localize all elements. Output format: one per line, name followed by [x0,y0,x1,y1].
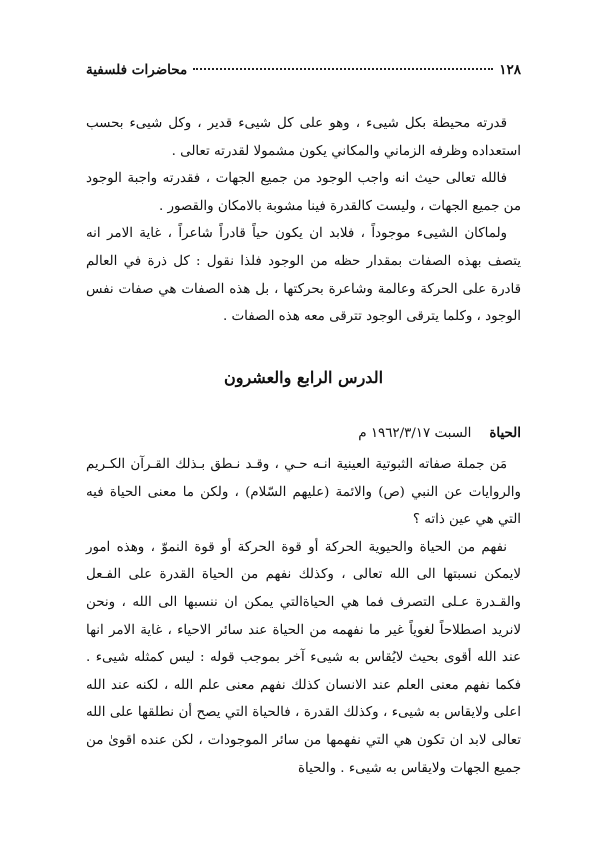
section-subhead [86,425,521,447]
book-title: محاضرات فلسفية [86,62,188,78]
bottom-text-block [86,451,521,782]
page-number: ١٢٨ [499,62,521,78]
running-header [86,62,521,86]
leader-dots [193,68,493,70]
section-topic: الحياة [489,425,521,441]
paragraph: مَن جملة صفاته الثبوتية العينية انـه حـي ، وقـد نـطق بـذلك القـرآن الكـريم والروايات عن النبي (ص) والائمة (عليهم السّلام) ، ولكن ما معنى الحياة فيه التي هي عين ذاته ؟ [86,457,521,528]
lesson-title: الدرس الرابع والعشرون [223,368,384,387]
paragraph: نفهم من الحياة والحيوية الحركة أو قوة الحركة أو قوة النموّ ، وهذه امور لايمكن نسبتها الى الله تعالى ، وكذلك نفهم من الحياة القدرة على الفـعل والقـدرة عـلى التصرف فما هي الحياةالتي يمكن ان ننسبها الى الله ، ونحن لانريد اصطلاحاً لغوياً غير ما نفهمه من الحياة عند سائر الاحياء ، غاية الامر انها عند الله أقوى بحيث لايُقاس به شيىء آخر بموجب قوله : ليس كمثله شيىء . فكما نفهم معنى العلم عند الانسان كذلك نفهم معنى علم الله ، لكنه عند الله اعلى ولايقاس به شيىء ، وكذلك القدرة ، فالحياة التي يصح أن نطلقها على الله تعالى لابد ان تكون هي التي نفهمها من سائر الموجودات ، لكن عنده اقوىٰ من جميع الجهات ولايقاس به شيىء . والحياة [86,539,521,776]
section-date: السبت ١٩٦٢/٣/١٧ م [358,426,472,441]
paragraph: قدرته محيطة بكل شيىء ، وهو على كل شيىء قدير ، وكل شيىء بحسب استعداده وظرفه الزماني والمكاني يكون مشمولا لقدرته تعالى . [86,116,521,159]
top-text-block [86,110,521,331]
paragraph: فالله تعالى حيث انه واجب الوجود من جميع الجهات ، فقدرته واجبة الوجود من جميع الجهات ، وليست كالقدرة فينا مشوبة بالامكان والقصور . [86,171,521,214]
paragraph: ولماكان الشيىء موجوداً ، فلابد ان يكون حياً قادراً شاعراً ، غاية الامر انه يتصف بهذه الصفات بمقدار حظه من الوجود فلذا نقول : كل ذرة في العالم قادرة على الحركة وعالمة وشاعرة بحركتها ، بل هذه الصفات هي صفات نفس الوجود ، وكلما يترقى الوجود تترقى معه هذه الصفات . [86,226,521,325]
